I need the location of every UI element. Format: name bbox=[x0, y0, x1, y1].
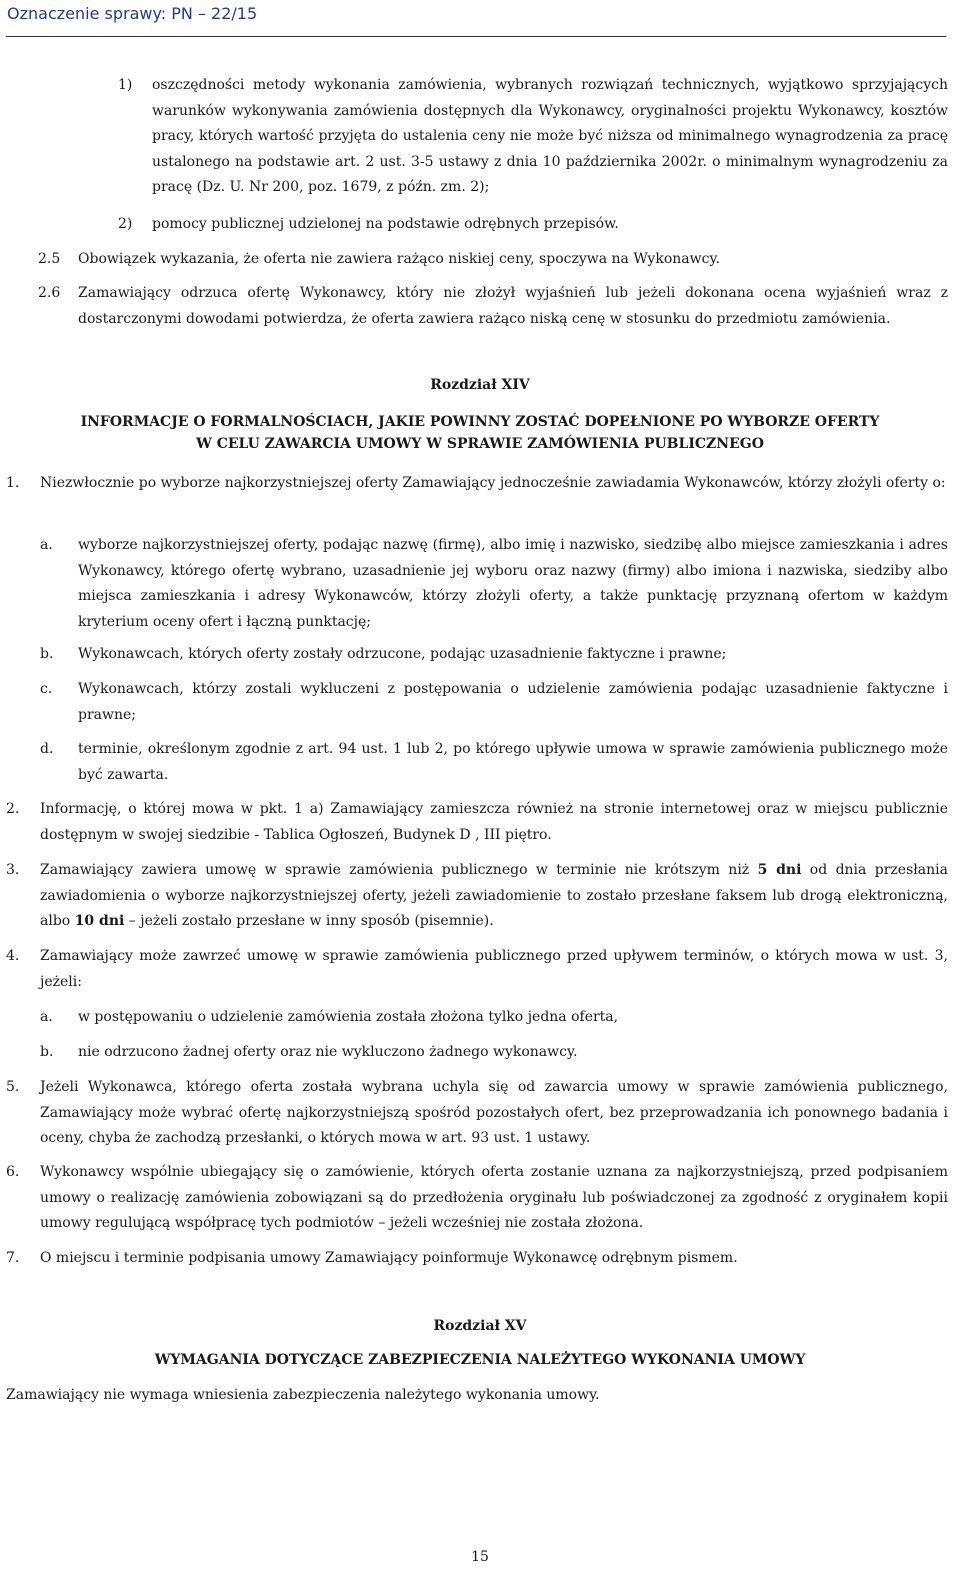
list-item-text: oszczędności metody wykonania zamówienia, wybranych rozwiązań technicznych, wyjątkowo sprzyjających warunków wykonywania zamówienia dostępnych dla Wykonawcy, oryginalności projektu Wykonawcy, kosztów pracy, których wartość przyjęta do ustalenia ceny nie może być niższa od minimalnego wynagrodzenia za pracę ustalonego na podstawie art. 2 ust. 3-5 ustawy z dnia 10 października 2002r. o minimalnym wynagrodzeniu za pracę (Dz. U. Nr 200, poz. 1679, z późn. zm. 2); bbox=[152, 77, 948, 195]
chapter-title-line: INFORMACJE O FORMALNOŚCIACH, JAKIE POWINNY ZOSTAĆ DOPEŁNIONE PO WYBORZE OFERTY bbox=[80, 414, 880, 430]
paragraph-number: 1. bbox=[6, 475, 20, 491]
chapter-heading: Rozdział XV bbox=[433, 1318, 527, 1334]
paragraph-text: Jeżeli Wykonawca, którego oferta została wybrana uchyla się od zawarcia umowy w sprawie zamówienia publicznego, Zamawiający może wybrać ofertę najkorzystniejszą spośród pozostałych ofert, bez przeprowadzania ich ponownego badania i oceny, chyba że zachodzą przesłanki, o których mowa w art. 93 ust. 1 ustawy. bbox=[40, 1079, 948, 1146]
paragraph-number: 2.6 bbox=[38, 285, 61, 301]
paragraph-text: Informację, o której mowa w pkt. 1 a) Zamawiający zamieszcza również na stronie internetowej oraz w miejscu publicznie dostępnym w swojej siedzibie - Tablica Ogłoszeń, Budynek D , III piętro. bbox=[40, 801, 948, 843]
page-number: 15 bbox=[471, 1549, 489, 1565]
paragraph-text bbox=[40, 858, 948, 935]
list-item-text: Wykonawcach, którzy zostali wykluczeni z postępowania o udzielenie zamówienia podając uzasadnienie faktyczne i prawne; bbox=[78, 681, 948, 723]
bold-text-run: 10 dni bbox=[74, 913, 125, 929]
paragraph-text: Zamawiający odrzuca ofertę Wykonawcy, który nie złożył wyjaśnień lub jeżeli dokonana ocena wyjaśnień wraz z dostarczonymi dowodami potwierdza, że oferta zawiera rażąco niską cenę w stosunku do przedmiotu zamówienia. bbox=[78, 285, 948, 327]
bold-text-run: 5 dni bbox=[757, 862, 802, 878]
list-item-text: wyborze najkorzystniejszej oferty, podając nazwę (firmę), albo imię i nazwisko, siedzibę albo miejsce zamieszkania i adres Wykonawcy, którego ofertę wybrano, uzasadnienie jej wyboru oraz nazwy (firmy) albo imiona i nazwiska, siedziby albo miejsca zamieszkania i adresy Wykonawców, którzy złożyli oferty, a także punktację przyznaną ofertom w każdym kryterium oceny ofert i łączną punktację; bbox=[78, 537, 948, 630]
text-run: Zamawiający zawiera umowę w sprawie zamówienia publicznego w terminie nie krótszym niż bbox=[40, 862, 758, 878]
paragraph-number: 4. bbox=[6, 948, 20, 964]
paragraph-text: Wykonawcy wspólnie ubiegający się o zamówienie, których oferta zostanie uznana za najkorzystniejszą, przed podpisaniem umowy o realizację zamówienia zobowiązani są do przedłożenia oryginału lub poświadczonej za zgodność z oryginałem kopii umowy regulującą współpracę tych podmiotów – jeżeli wcześniej nie została złożona. bbox=[40, 1164, 948, 1231]
list-item-number: b. bbox=[40, 1044, 54, 1060]
header-divider bbox=[6, 36, 946, 37]
list-item-text: Wykonawcach, których oferty zostały odrzucone, podając uzasadnienie faktyczne i prawne; bbox=[78, 646, 727, 662]
chapter-title-line: W CELU ZAWARCIA UMOWY W SPRAWIE ZAMÓWIENIA PUBLICZNEGO bbox=[196, 436, 764, 452]
list-item-text: pomocy publicznej udzielonej na podstawie odrębnych przepisów. bbox=[152, 216, 619, 232]
paragraph-number: 2. bbox=[6, 801, 20, 817]
text-run: – jeżeli zostało przesłane w inny sposób (pisemnie). bbox=[124, 913, 494, 929]
list-item-number: 2) bbox=[118, 216, 133, 232]
paragraph-text: Zamawiający nie wymaga wniesienia zabezpieczenia należytego wykonania umowy. bbox=[6, 1387, 600, 1403]
paragraph-number: 3. bbox=[6, 862, 20, 878]
list-item-number: a. bbox=[40, 537, 53, 553]
list-item-number: b. bbox=[40, 646, 54, 662]
paragraph-number: 7. bbox=[6, 1250, 20, 1266]
list-item-text: terminie, określonym zgodnie z art. 94 ust. 1 lub 2, po którego upływie umowa w sprawie zamówienia publicznego może być zawarta. bbox=[78, 741, 948, 783]
case-number-header: Oznaczenie sprawy: PN – 22/15 bbox=[7, 4, 258, 23]
list-item-number: a. bbox=[40, 1009, 53, 1025]
list-item-text: nie odrzucono żadnej oferty oraz nie wykluczono żadnego wykonawcy. bbox=[78, 1044, 578, 1060]
paragraph-text: Obowiązek wykazania, że oferta nie zawiera rażąco niskiej ceny, spoczywa na Wykonawcy. bbox=[78, 251, 720, 267]
paragraph-number: 2.5 bbox=[38, 251, 61, 267]
chapter-heading: Rozdział XIV bbox=[430, 377, 530, 393]
paragraph-number: 6. bbox=[6, 1164, 20, 1180]
list-item-number: 1) bbox=[118, 77, 133, 93]
paragraph-number: 5. bbox=[6, 1079, 20, 1095]
text-run: od dnia przesłania zawiadomienia o wyborze najkorzystniejszej oferty, jeżeli zawiadomienie to zostało przesłane faksem lub drogą elektroniczną, albo bbox=[40, 862, 948, 929]
paragraph-text: Zamawiający może zawrzeć umowę w sprawie zamówienia publicznego przed upływem terminów, o których mowa w ust. 3, jeżeli: bbox=[40, 948, 948, 990]
paragraph-text: Niezwłocznie po wyborze najkorzystniejszej oferty Zamawiający jednocześnie zawiadamia Wykonawców, którzy złożyli oferty o: bbox=[40, 475, 946, 491]
list-item-number: c. bbox=[40, 681, 53, 697]
list-item-number: d. bbox=[40, 741, 54, 757]
chapter-title-line: WYMAGANIA DOTYCZĄCE ZABEZPIECZENIA NALEŻYTEGO WYKONANIA UMOWY bbox=[154, 1352, 806, 1368]
list-item-text: w postępowaniu o udzielenie zamówienia została złożona tylko jedna oferta, bbox=[78, 1009, 619, 1025]
paragraph-text: O miejscu i terminie podpisania umowy Zamawiający poinformuje Wykonawcę odrębnym pismem. bbox=[40, 1250, 738, 1266]
